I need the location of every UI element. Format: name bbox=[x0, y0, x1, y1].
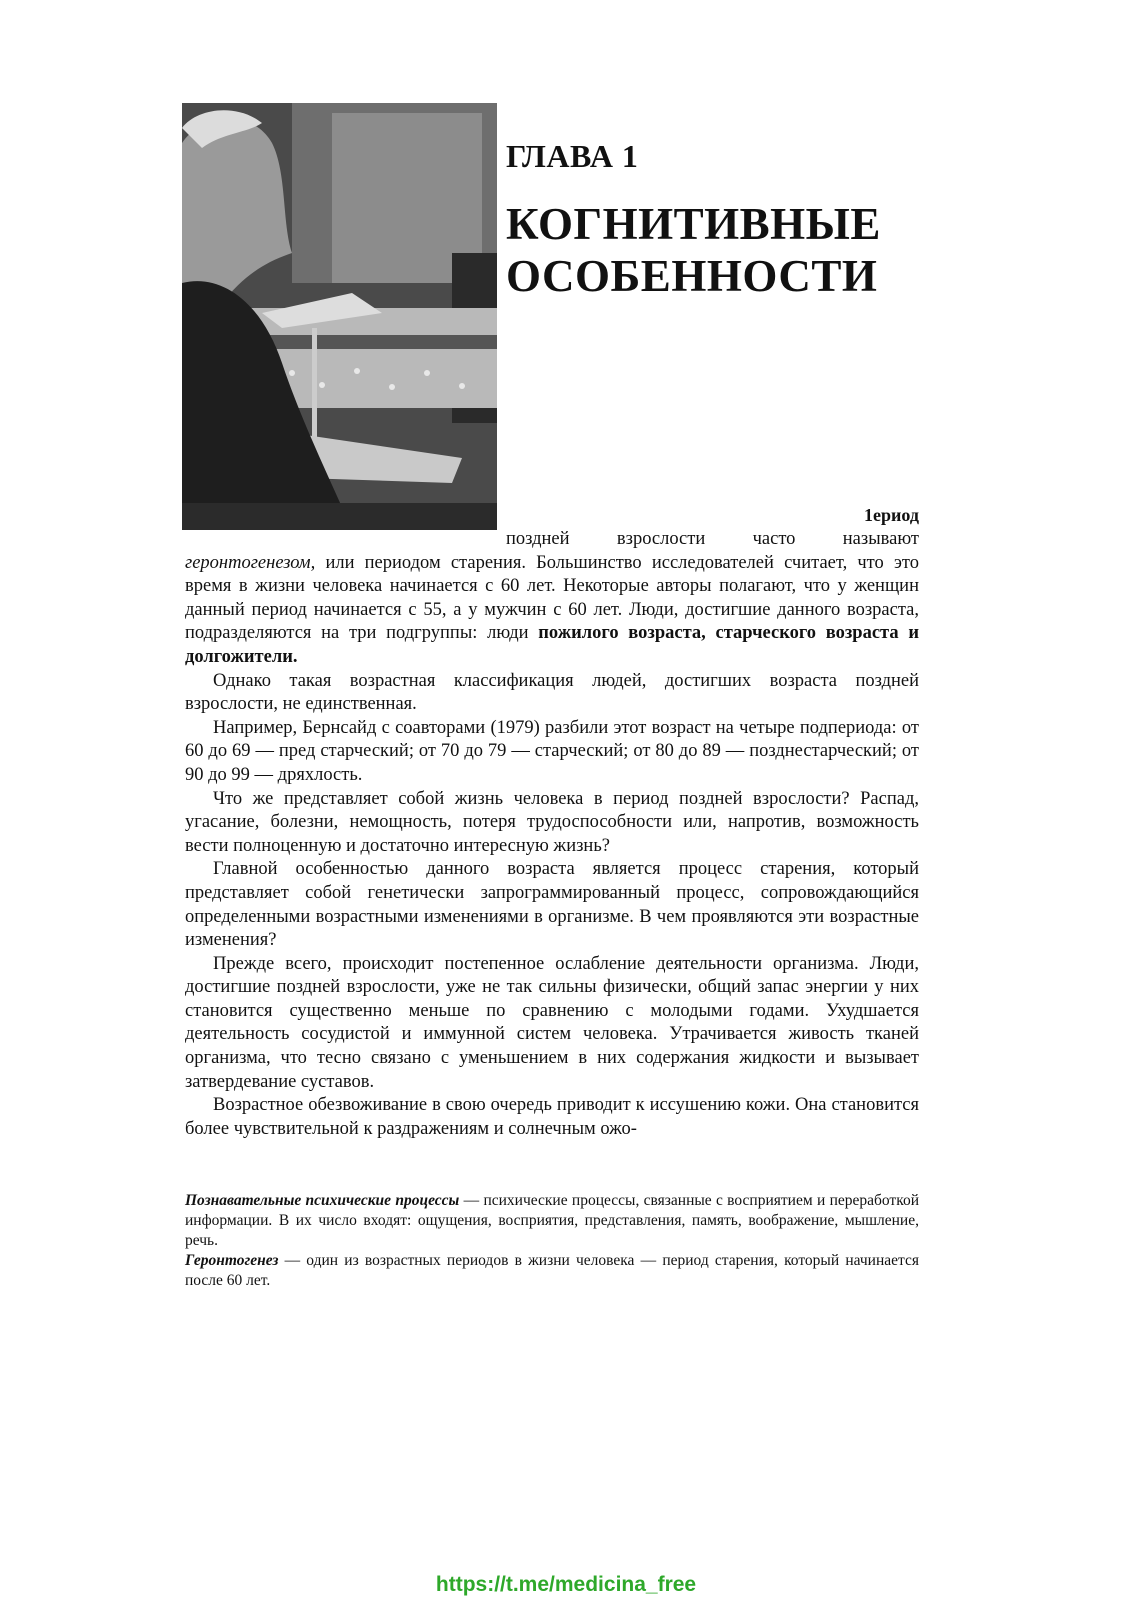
main-text bbox=[185, 528, 919, 1141]
paragraph: Возрастное обезвоживание в свою очередь приводит к иссушению кожи. Она становится более чувствительной к раздражениям и солнечным ожо- bbox=[185, 1095, 919, 1139]
term-italic: геронтогенезом, bbox=[185, 552, 316, 573]
paragraph: Что же представляет собой жизнь человека в период поздней взрослости? Распад, угасание, болезни, немощность, потеря трудоспособности или, напротив, возможность вести полноценную и достаточно интересную жизнь? bbox=[185, 788, 919, 856]
elderly-man-at-computer-photo-icon bbox=[182, 103, 497, 530]
chapter-label: ГЛАВА 1 bbox=[506, 138, 639, 174]
footnote-text: — один из возрастных периодов в жизни человека — период старения, который начинается после 60 лет. bbox=[185, 1252, 919, 1289]
footer-link[interactable]: https://t.me/medicina_free bbox=[435, 1573, 697, 1596]
lead-word: 1ериод bbox=[864, 505, 919, 525]
paragraph: Например, Бернсайд с соавторами (1979) разбили этот возраст на четыре подпериода: от 60 до 69 — пред старческий; от 70 до 79 — старческий; от 80 до 89 — позднестарческий; от 90 до 99 — дряхлость. bbox=[185, 717, 919, 785]
term-bold: пожилого возраста, старческого возраста и долгожители. bbox=[185, 623, 919, 667]
first-line: поздней взрослости часто называют bbox=[506, 529, 919, 549]
paragraph bbox=[185, 528, 919, 670]
footnotes bbox=[185, 1191, 919, 1291]
paragraph: Однако такая возрастная классификация людей, достигших возраста поздней взрослости, не единственная. bbox=[185, 670, 919, 715]
footnote-text: — психические процессы, связанные с восприятием и переработкой информации. В их число входят: ощущения, восприятия, представления, память, воображение, мышление, речь. bbox=[185, 1192, 919, 1249]
paragraph-text: или периодом старения. Большинство исследователей считает, что это время в жизни человека начинается с 60 лет. Некоторые авторы полагают, что у женщин данный период начинается с 55, а у мужчин с 60 лет. Люди, достигшие данного возраста, подразделяются на три подгруппы: люди bbox=[185, 552, 919, 644]
paragraph: Прежде всего, происходит постепенное ослабление деятельности организма. Люди, достигшие поздней взрослости, уже не так сильны физически, общий запас энергии у них становится существенно меньше по сравнению с молодыми годами. Ухудшается деятельность сосудистой и иммунной систем человека. Утрачивается живость тканей организма, что тесно связано с уменьшением в них содержания жидкости и вызывает затвердевание суставов. bbox=[185, 953, 919, 1092]
footnote bbox=[185, 1251, 919, 1291]
footnote bbox=[185, 1191, 919, 1251]
paragraph: Главной особенностью данного возраста является процесс старения, который представляет собой генетически запрограммированный процесс, сопровождающийся определенными возрастными изменениями в организме. В чем проявляются эти возрастные изменения? bbox=[185, 859, 919, 951]
chapter-photo bbox=[182, 103, 497, 530]
footnote-term: Геронтогенез bbox=[185, 1252, 279, 1269]
chapter-title: КОГНИТИВНЫЕ ОСОБЕННОСТИ bbox=[506, 199, 881, 301]
footnote-term: Познавательные психические процессы bbox=[185, 1192, 460, 1209]
